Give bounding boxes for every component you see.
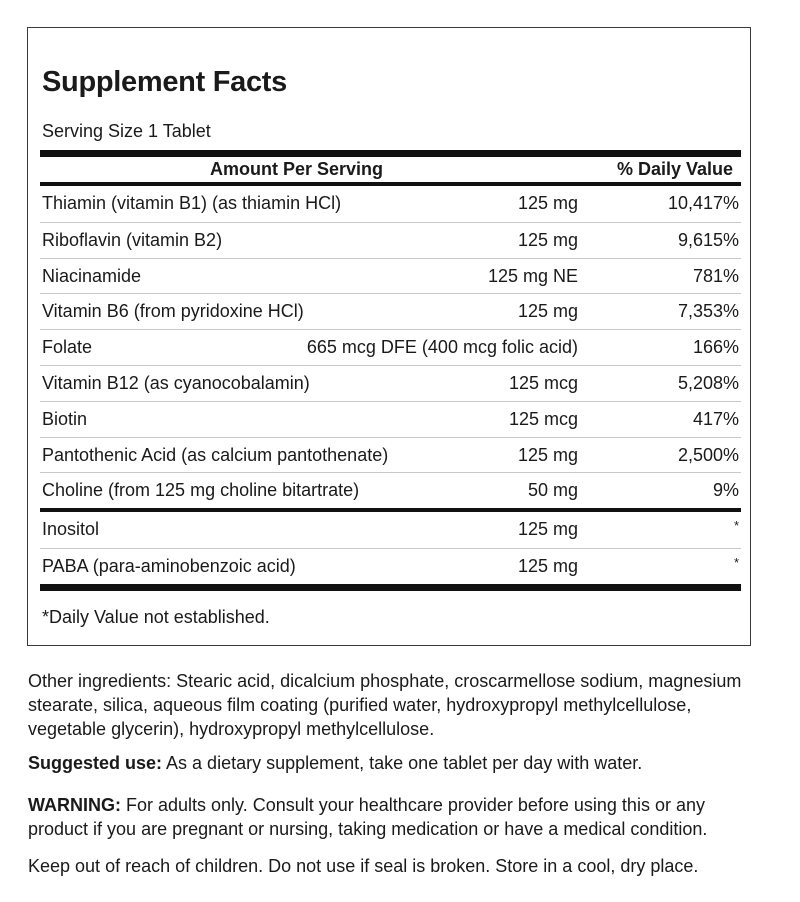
nutrient-row <box>40 293 741 329</box>
nutrient-rows <box>40 186 741 508</box>
nutrient-daily-value: 2,500% <box>677 444 739 465</box>
nutrient-name: Biotin <box>42 408 88 429</box>
nutrient-row <box>40 548 741 584</box>
nutrient-row <box>40 437 741 473</box>
nutrient-name: Vitamin B6 (from pyridoxine HCl) <box>42 301 304 322</box>
nutrient-daily-value: 9% <box>712 480 739 501</box>
warning-label: WARNING: <box>28 795 121 815</box>
nutrient-daily-value: 781% <box>692 265 739 286</box>
nutrient-amount: 125 mg <box>517 193 578 213</box>
table-header <box>40 157 741 182</box>
suggested-use-text: As a dietary supplement, take one tablet per day with water. <box>162 753 643 773</box>
nutrient-amount: 125 mg <box>517 301 578 322</box>
facts-table <box>40 150 741 591</box>
daily-value-footnote: *Daily Value not established. <box>42 607 270 627</box>
nutrient-daily-value: 417% <box>692 408 739 429</box>
nutrient-row <box>40 472 741 508</box>
nutrient-daily-value: 166% <box>692 337 739 358</box>
nutrient-daily-value: 5,208% <box>677 372 739 393</box>
nutrient-row <box>40 329 741 365</box>
warning-text: For adults only. Consult your healthcare provider before using this or any product if you are pregnant or nursing, taking medication or have a medical condition. <box>28 795 708 839</box>
nutrient-name: Niacinamide <box>42 265 142 286</box>
other-ingredients <box>28 669 763 741</box>
top-thick-rule <box>40 150 741 157</box>
nutrient-row <box>40 512 741 548</box>
nutrient-amount: 125 mg <box>517 229 578 250</box>
nutrient-row <box>40 222 741 258</box>
nutrient-amount: 125 mg <box>517 444 578 465</box>
suggested-use-label: Suggested use: <box>28 753 163 773</box>
nutrient-amount: 125 mcg <box>508 408 578 429</box>
nutrient-row <box>40 186 741 222</box>
storage-notice <box>28 854 763 878</box>
nutrient-name: Vitamin B12 (as cyanocobalamin) <box>42 372 310 393</box>
nutrient-name: Riboflavin (vitamin B2) <box>42 229 223 250</box>
facts-title: Supplement Facts <box>42 66 287 98</box>
nutrient-amount: 125 mg <box>517 519 578 540</box>
nutrient-daily-value: 10,417% <box>667 193 739 213</box>
nutrient-name: Inositol <box>42 519 100 540</box>
nutrient-amount: 125 mg <box>517 555 578 576</box>
storage-notice-text: Keep out of reach of children. Do not use if seal is broken. Store in a cool, dry place. <box>28 856 699 876</box>
warning <box>28 793 763 841</box>
suggested-use <box>28 751 763 775</box>
nutrient-amount: 125 mg NE <box>487 265 578 286</box>
nutrient-row <box>40 365 741 401</box>
supplement-facts-panel <box>27 27 751 646</box>
nutrient-name: Pantothenic Acid (as calcium pantothenate) <box>42 444 389 465</box>
nutrient-name: Folate <box>42 337 93 358</box>
nutrient-name: PABA (para-aminobenzoic acid) <box>42 555 296 576</box>
nutrient-amount: 665 mcg DFE (400 mcg folic acid) <box>306 337 578 358</box>
bottom-thick-rule <box>40 584 741 591</box>
nutrient-name: Thiamin (vitamin B1) (as thiamin HCl) <box>42 193 342 213</box>
nutrient-daily-value: 9,615% <box>677 229 739 250</box>
other-ingredients-text: Other ingredients: Stearic acid, dicalcium phosphate, croscarmellose sodium, magnesium stearate, silica, aqueous film coating (purified water, hydroxypropyl methylcellulose, vegetable glycerin), hydroxypropyl methylcellulose. <box>28 671 742 739</box>
nutrient-row <box>40 401 741 437</box>
header-daily-value: % Daily Value <box>616 159 733 179</box>
serving-size: Serving Size 1 Tablet <box>42 121 211 141</box>
nutrient-name: Choline (from 125 mg choline bitartrate) <box>42 480 360 501</box>
nutrient-amount: 125 mcg <box>508 372 578 393</box>
undetermined-rows <box>40 512 741 584</box>
nutrient-daily-value: * <box>733 554 739 570</box>
nutrient-daily-value: 7,353% <box>677 301 739 322</box>
nutrient-daily-value: * <box>733 518 739 534</box>
nutrient-row <box>40 258 741 294</box>
header-amount-per-serving: Amount Per Serving <box>210 159 384 179</box>
nutrient-amount: 50 mg <box>527 480 578 501</box>
